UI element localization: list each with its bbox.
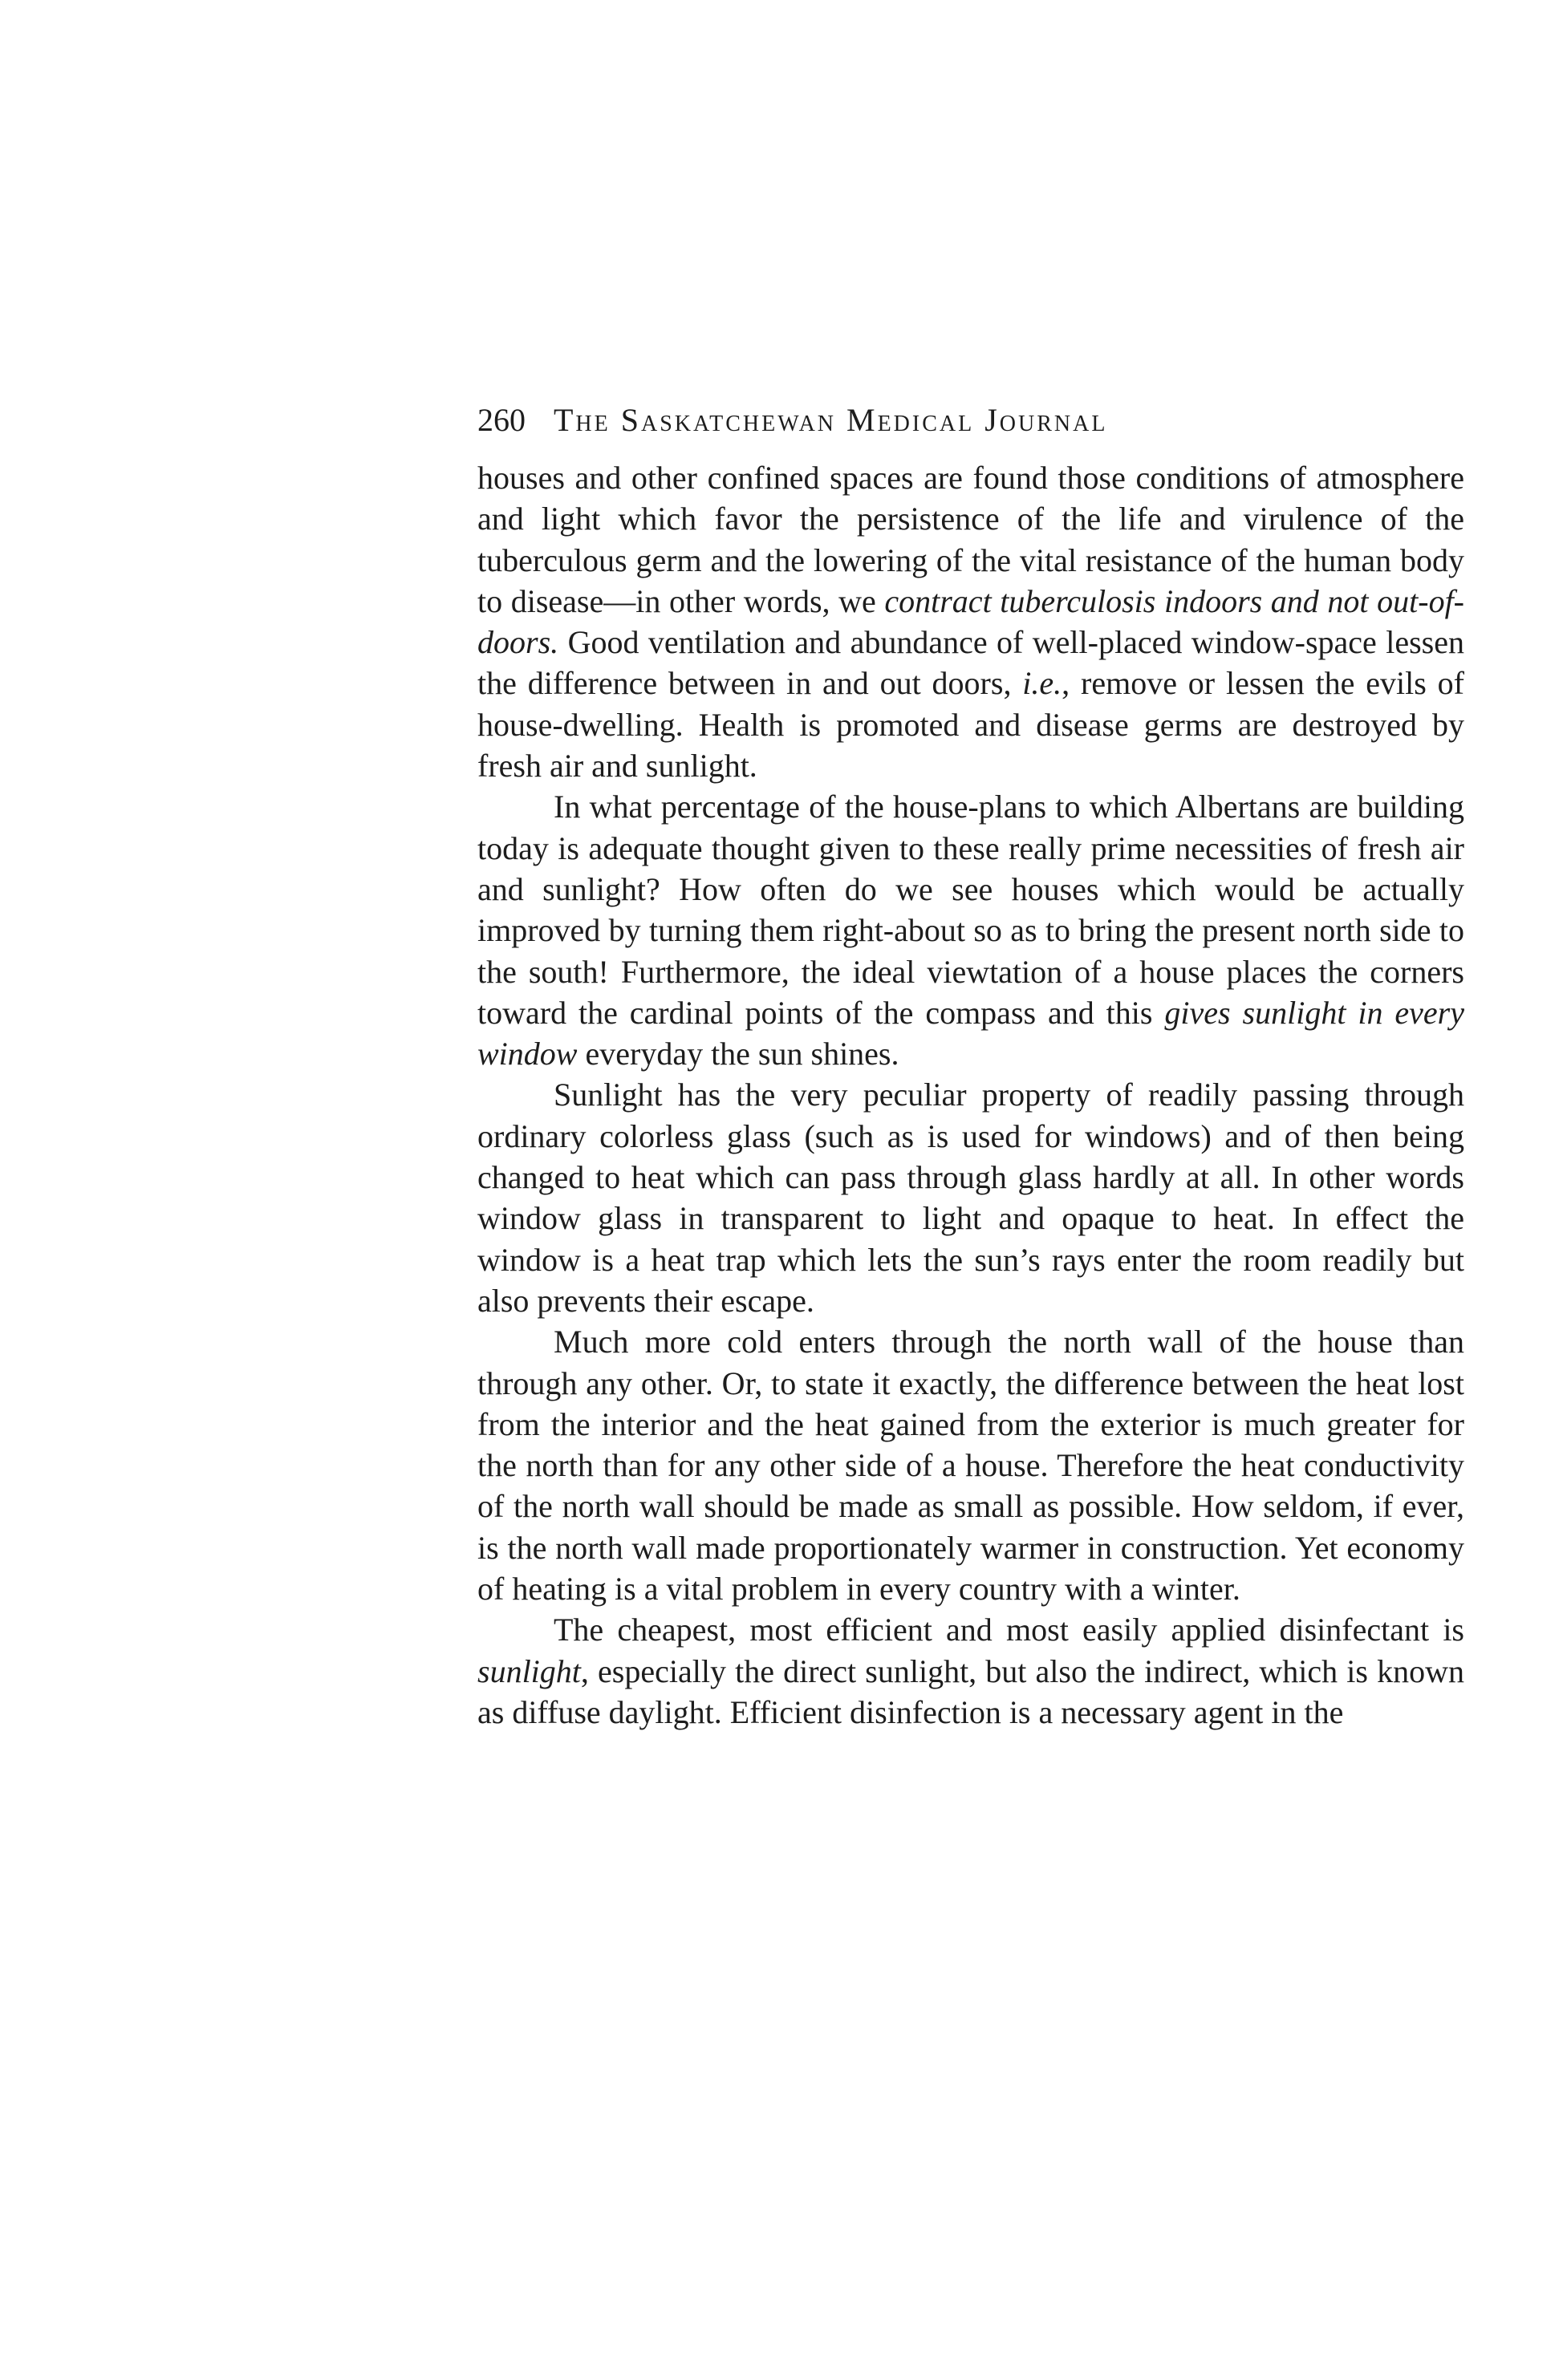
italic-segment: i.e. [1022, 665, 1062, 702]
paragraph-2 [477, 786, 1464, 1074]
text-segment: Good ventilation and abundance of well-placed window-space lessen the difference between in and out doors, [477, 624, 1464, 702]
article-body [477, 457, 1464, 1733]
journal-page [477, 401, 1464, 1733]
paragraph-5 [477, 1609, 1464, 1733]
journal-title: The Saskatchewan Medical Journal [554, 402, 1108, 438]
text-segment: In what percentage of the house-plans to which Albertans are building today is adequate thought given to these really prime necessities of fresh air and sunlight? How often do we see houses which would be actually improved by turning them right-about so as to bring the present north side to the south! Furthermore, the ideal viewtation of a house places the corners toward the cardinal points of the compass and this [477, 789, 1464, 1031]
italic-segment: gives sunlight in every window [477, 994, 1465, 1072]
text-segment: The cheapest, most efficient and most easily applied disinfectant is [554, 1612, 1464, 1648]
text-segment: , especially the direct sunlight, but also the indirect, which is known as diffuse daylight. Efficient disinfection is a necessary agent in the [477, 1652, 1464, 1730]
text-segment: Sunlight has the very peculiar property of readily passing through ordinary colorless glass (such as is used for windows) and of then being changed to heat which can pass through glass hardly at all. In other words window glass in transparent to light and opaque to heat. In effect the window is a heat trap which lets the sun’s rays enter the room readily but also prevents their escape. [477, 1076, 1464, 1319]
running-head [477, 401, 1464, 457]
text-segment: houses and other confined spaces are found those conditions of atmosphere and light which favor the persistence of the life and virulence of the tuberculous germ and the lowering of the vital resistance of the human body to disease—in other words, we [477, 460, 1464, 619]
italic-segment: sunlight [477, 1652, 581, 1689]
italic-segment: contract tuberculosis indoors and not out-of-doors. [477, 582, 1464, 661]
text-segment: , remove or lessen the evils of house-dwelling. Health is promoted and disease germs are destroyed by fresh air and sunlight. [477, 665, 1464, 785]
text-segment: everyday the sun shines. [577, 1036, 899, 1072]
paragraph-1 [477, 457, 1464, 786]
paragraph-4 [477, 1321, 1464, 1609]
text-segment: Much more cold enters through the north wall of the house than through any other. Or, to state it exactly, the difference between the heat lost from the interior and the heat gained from the exterior is much greater for the north than for any other side of a house. Therefore the heat conductivity of the north wall should be made as small as possible. How seldom, if ever, is the north wall made proportionately warmer in construction. Yet economy of heating is a vital problem in every country with a winter. [477, 1324, 1464, 1608]
paragraph-3 [477, 1074, 1464, 1321]
page-number: 260 [477, 402, 526, 438]
